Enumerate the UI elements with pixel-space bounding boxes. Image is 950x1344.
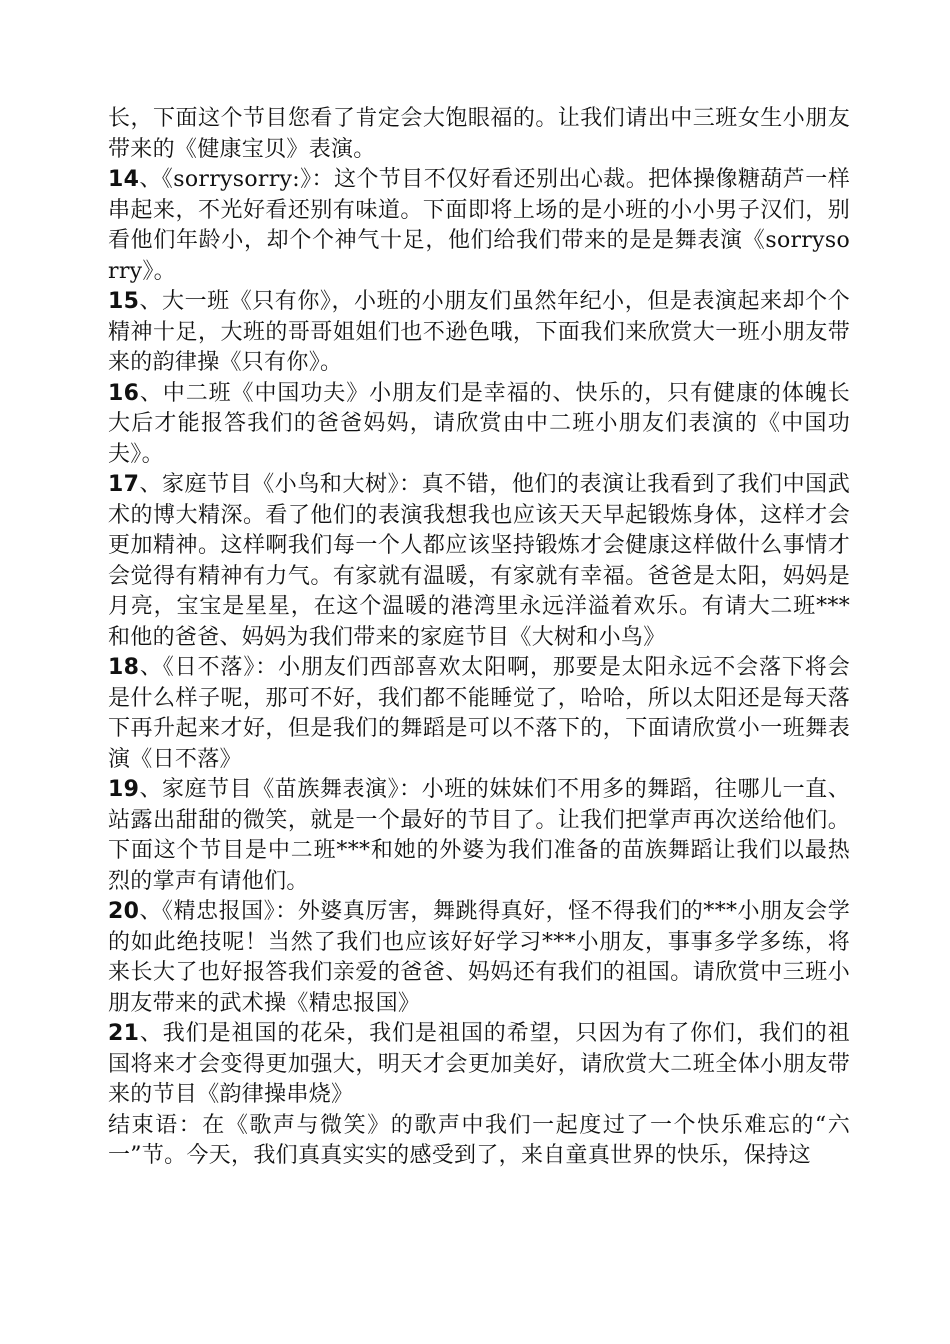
closing-remarks [108, 1111, 850, 1172]
program-item-17 [108, 470, 850, 653]
paragraph-text: 、家庭节目《苗族舞表演》：小班的妹妹们不用多的舞蹈，往哪儿一直、站露出甜甜的微笑，就是一个最好的节目了。让我们把掌声再次送给他们。下面这个节目是中二班***和她的外婆为我们准备的苗族舞蹈让我们以最热烈的掌声有请他们。 [108, 777, 850, 894]
paragraph-text: 长，下面这个节目您看了肯定会大饱眼福的。让我们请出中三班女生小朋友带来的《健康宝贝》表演。 [108, 106, 850, 162]
document-page [108, 104, 850, 1172]
program-item-18 [108, 653, 850, 775]
item-number: 16 [108, 380, 140, 406]
paragraph-text: 、家庭节目《小鸟和大树》：真不错，他们的表演让我看到了我们中国武术的博大精深。看了他们的表演我想我也应该天天早起锻炼身体，这样才会更加精神。这样啊我们每一个人都应该坚持锻炼才会健康这样做什么事情才会觉得有精神有力气。有家就有温暖，有家就有幸福。爸爸是太阳，妈妈是月亮，宝宝是星星，在这个温暖的港湾里永远洋溢着欢乐。有请大二班***和他的爸爸、妈妈为我们带来的家庭节目《大树和小鸟》 [108, 472, 850, 650]
paragraph-intro-continuation [108, 104, 850, 165]
item-number: 15 [108, 289, 140, 314]
item-number: 21 [108, 1021, 140, 1046]
paragraph-text: 、《精忠报国》：外婆真厉害，舞跳得真好，怪不得我们的***小朋友会学的如此绝技呢！当然了我们也应该好好学习***小朋友，事事多学多练，将来长大了也好报答我们亲爱的爸爸、妈妈还有我们的祖国。请欣赏中三班小朋友带来的武术操《精忠报国》 [108, 899, 850, 1016]
program-item-16 [108, 379, 850, 471]
item-number: 19 [108, 777, 140, 802]
paragraph-text: 、《日不落》：小朋友们西部喜欢太阳啊，那要是太阳永远不会落下将会是什么样子呢，那可不好，我们都不能睡觉了，哈哈，所以太阳还是每天落下再升起来才好，但是我们的舞蹈是可以不落下的，下面请欣赏小一班舞表演《日不落》 [108, 655, 850, 772]
item-number: 14 [108, 167, 140, 192]
program-item-20 [108, 897, 850, 1019]
program-item-21 [108, 1019, 850, 1111]
item-number: 18 [108, 655, 140, 680]
paragraph-text: 、大一班《只有你》，小班的小朋友们虽然年纪小，但是表演起来却个个精神十足，大班的哥哥姐姐们也不逊色哦，下面我们来欣赏大一班小朋友带来的韵律操《只有你》。 [108, 289, 850, 375]
paragraph-text: 、我们是祖国的花朵，我们是祖国的希望，只因为有了你们，我们的祖国将来才会变得更加强大，明天才会更加美好，请欣赏大二班全体小朋友带来的节目《韵律操串烧》 [108, 1021, 850, 1107]
program-item-14 [108, 165, 850, 287]
paragraph-text: 、《sorrysorry:》：这个节目不仅好看还别出心裁。把体操像糖葫芦一样串起来，不光好看还别有味道。下面即将上场的是小班的小小男子汉们，别看他们年龄小，却个个神气十足，他们给我们带来的是是舞表演《sorrysorry》。 [108, 167, 850, 284]
item-number: 20 [108, 899, 140, 924]
program-item-15 [108, 287, 850, 379]
paragraph-text: 、中二班《中国功夫》小朋友们是幸福的、快乐的，只有健康的体魄长大后才能报答我们的爸爸妈妈，请欣赏由中二班小朋友们表演的《中国功夫》。 [108, 380, 850, 467]
item-number: 17 [108, 472, 140, 497]
paragraph-text: 结束语：在《歌声与微笑》的歌声中我们一起度过了一个快乐难忘的“六一”节。今天，我们真真实实的感受到了，来自童真世界的快乐，保持这 [108, 1112, 850, 1168]
program-item-19 [108, 775, 850, 897]
